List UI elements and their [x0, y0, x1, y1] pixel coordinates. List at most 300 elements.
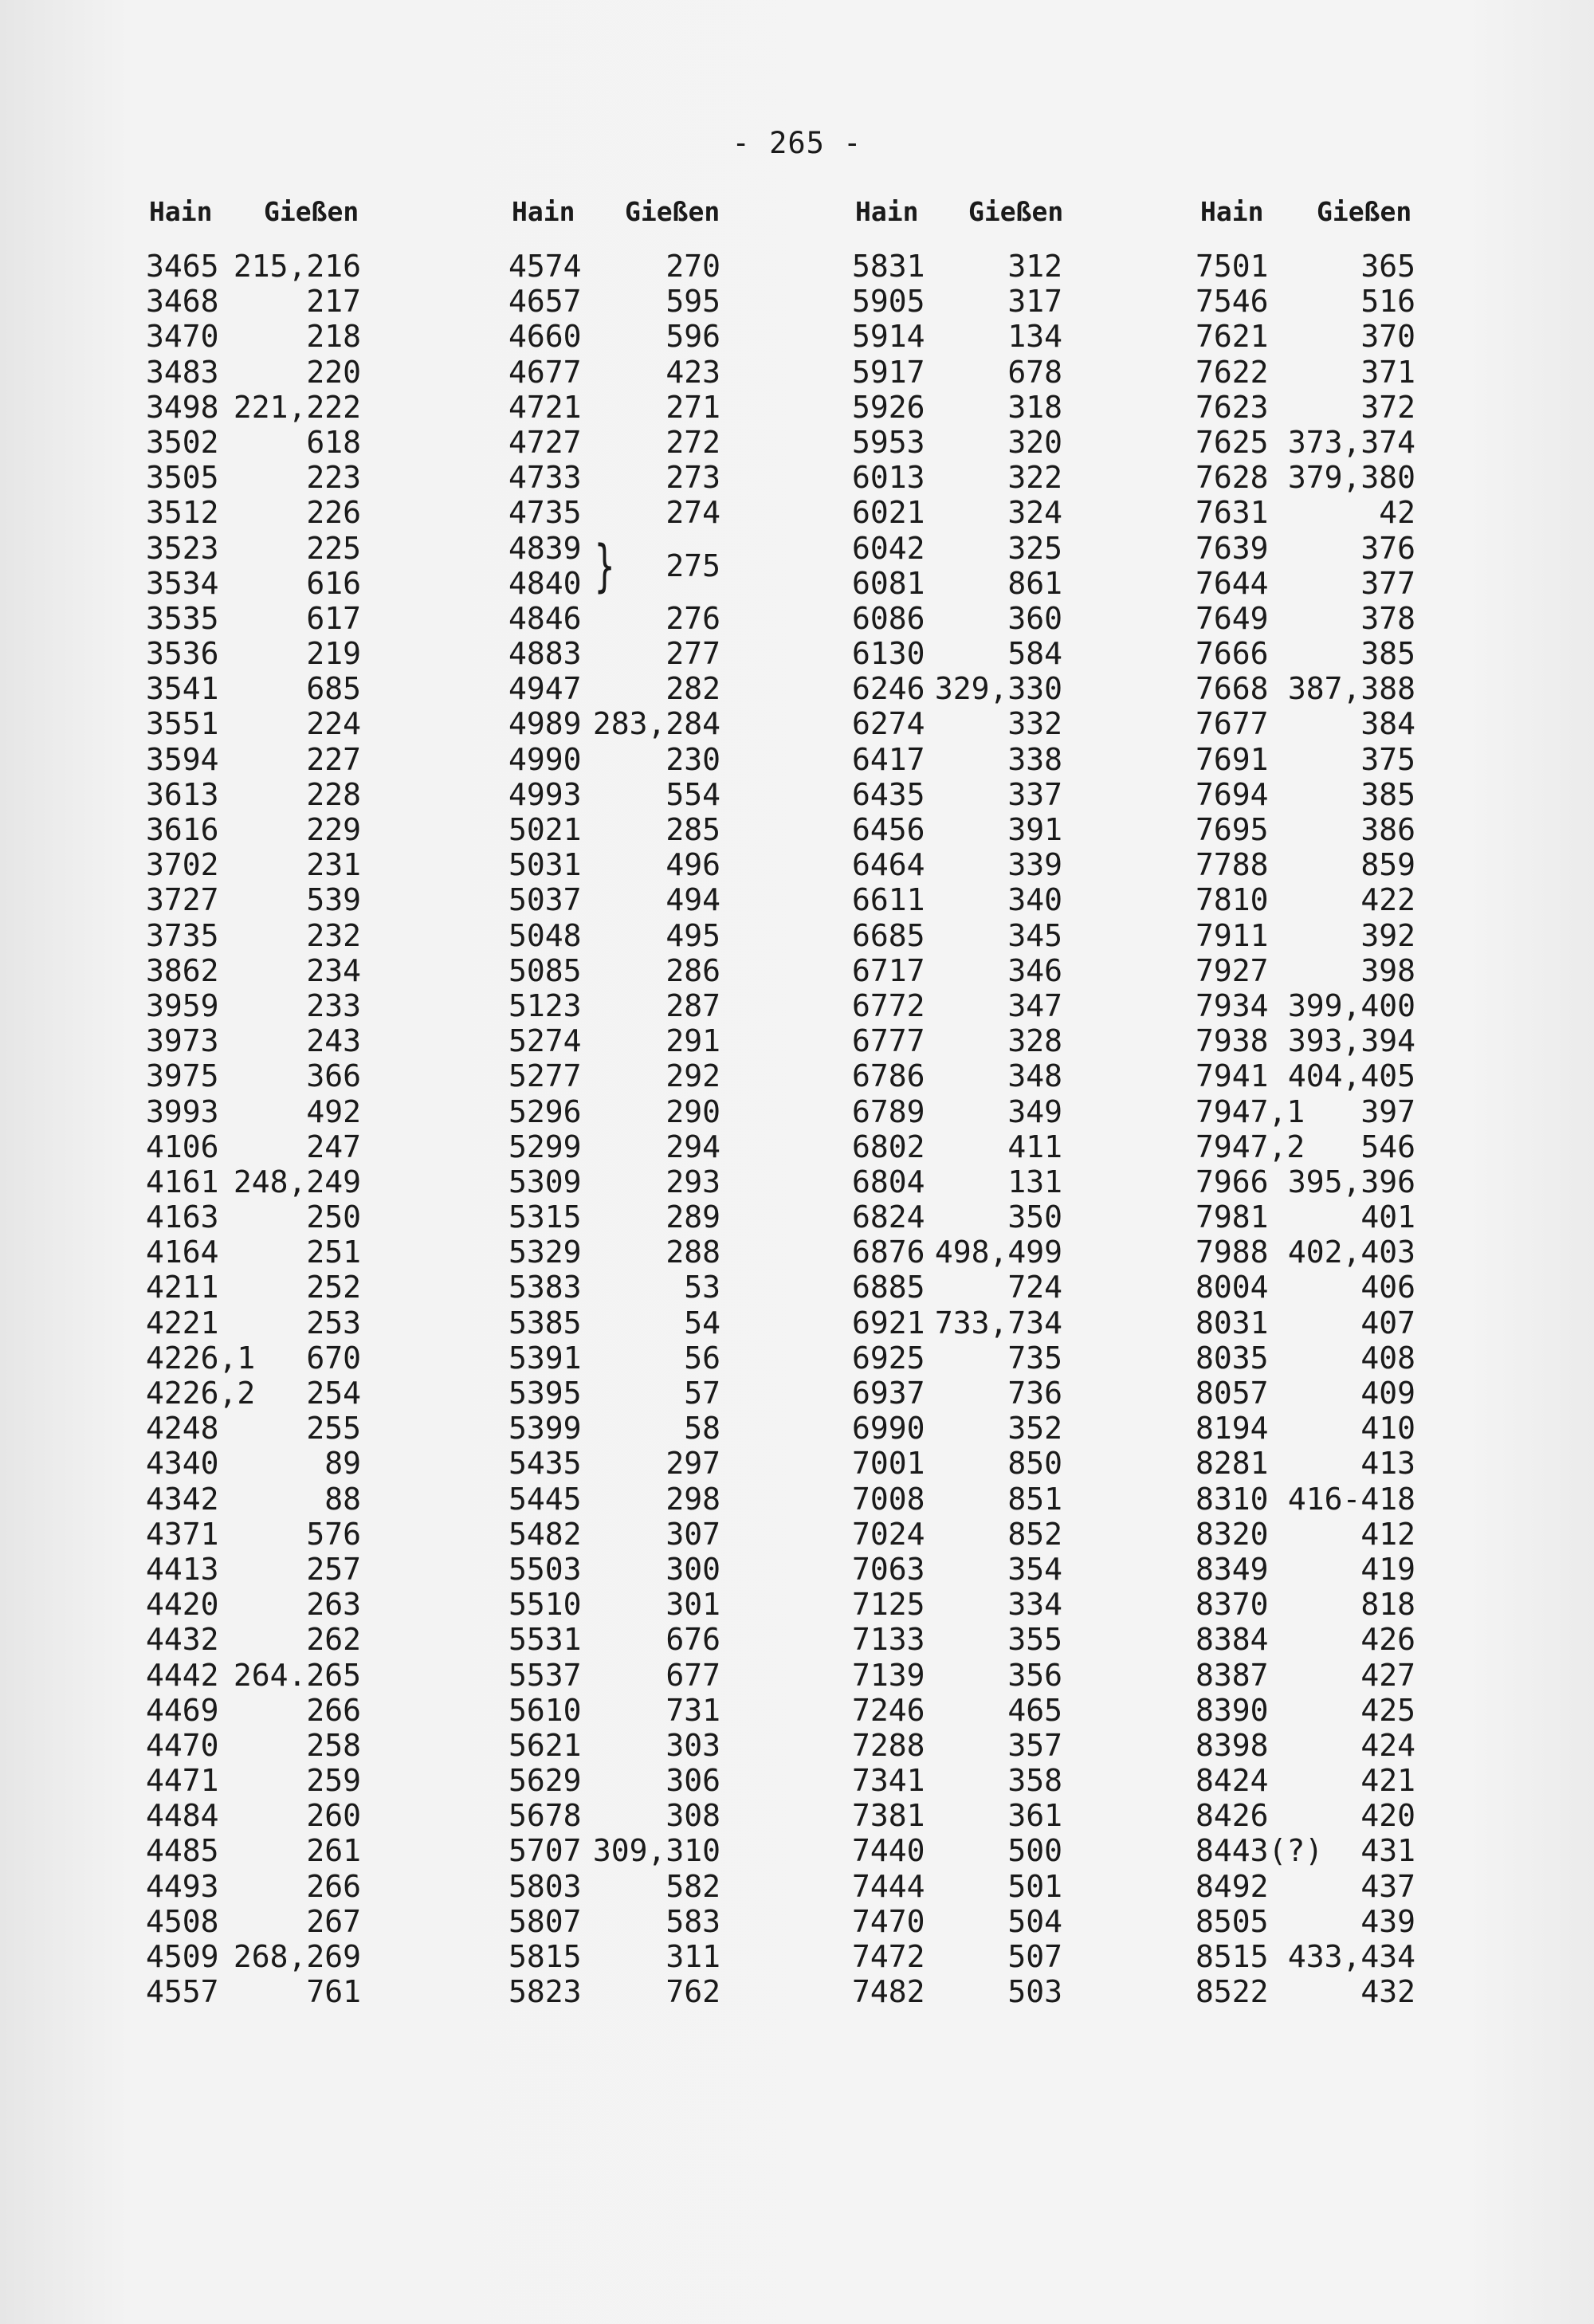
table-row	[508, 882, 720, 917]
giessen-number: 334	[1007, 1587, 1062, 1623]
hain-number: 6042	[852, 530, 925, 566]
table-row	[146, 1058, 361, 1093]
giessen-number: 366	[306, 1058, 361, 1094]
table-row	[146, 1622, 361, 1657]
table-row	[1196, 390, 1415, 425]
hain-number: 6786	[852, 1058, 925, 1094]
hain-number: 7063	[852, 1551, 925, 1587]
table-row	[508, 1199, 720, 1235]
table-row	[508, 706, 720, 741]
giessen-number: 412	[1360, 1516, 1415, 1552]
hain-number: 5807	[508, 1903, 582, 1939]
giessen-number: 259	[306, 1763, 361, 1799]
giessen-number: 422	[1360, 882, 1415, 918]
giessen-number: 298	[665, 1481, 720, 1517]
table-row	[508, 1094, 720, 1129]
page-number: - 265 -	[732, 126, 862, 160]
hain-number: 6802	[852, 1129, 925, 1164]
hain-number: 7008	[852, 1481, 925, 1517]
table-row	[852, 460, 1062, 495]
table-row	[852, 1517, 1062, 1552]
hain-number: 3498	[146, 389, 219, 425]
giessen-number: 219	[306, 636, 361, 672]
giessen-number: 225	[306, 530, 361, 566]
hain-number: 7649	[1196, 600, 1269, 636]
giessen-number: 285	[665, 812, 720, 847]
hain-number: 5021	[508, 812, 582, 847]
table-row	[852, 1622, 1062, 1657]
hain-number: 5274	[508, 1023, 582, 1059]
table-row	[1196, 1763, 1415, 1798]
giessen-number: 266	[306, 1692, 361, 1728]
table-row	[146, 390, 361, 425]
hain-number: 7927	[1196, 952, 1269, 988]
giessen-number: 347	[1007, 987, 1062, 1023]
table-row	[852, 1482, 1062, 1517]
table-row	[508, 1305, 720, 1341]
table-row	[508, 284, 720, 319]
table-row	[508, 319, 720, 354]
table-row	[852, 390, 1062, 425]
hain-number: 8004	[1196, 1270, 1269, 1305]
table-row	[146, 1446, 361, 1481]
giessen-number: 433,434	[1287, 1939, 1415, 1974]
table-row	[1196, 953, 1415, 988]
giessen-number: 325	[1007, 530, 1062, 566]
hain-number: 6464	[852, 847, 925, 883]
table-row	[1196, 671, 1415, 706]
giessen-number: 289	[665, 1199, 720, 1235]
giessen-number: 735	[1007, 1340, 1062, 1376]
header-giessen: Gießen	[264, 196, 359, 227]
hain-number: 3534	[146, 565, 219, 601]
table-row	[508, 1904, 720, 1939]
giessen-number: 358	[1007, 1763, 1062, 1799]
table-row	[1196, 531, 1415, 566]
table-row	[508, 425, 720, 460]
hain-number: 4508	[146, 1903, 219, 1939]
hain-number: 6772	[852, 987, 925, 1023]
table-row	[1196, 882, 1415, 917]
table-row	[146, 601, 361, 636]
hain-number: 4733	[508, 460, 582, 496]
giessen-number: 322	[1007, 460, 1062, 496]
table-row	[852, 1587, 1062, 1622]
hain-number: 5085	[508, 952, 582, 988]
table-row	[508, 249, 720, 284]
giessen-number: 253	[306, 1305, 361, 1341]
header-giessen: Gießen	[1317, 196, 1412, 227]
giessen-number: 329,330	[934, 671, 1062, 707]
column-header	[1196, 196, 1415, 241]
table-row	[1196, 566, 1415, 601]
column-header	[146, 196, 361, 241]
table-row	[508, 953, 720, 988]
giessen-number: 251	[306, 1235, 361, 1270]
hain-number: 7788	[1196, 847, 1269, 883]
table-row	[508, 601, 720, 636]
hain-number: 3613	[146, 776, 219, 812]
giessen-number: 250	[306, 1199, 361, 1235]
giessen-number: 229	[306, 812, 361, 847]
hain-number: 8370	[1196, 1587, 1269, 1623]
hain-number: 7666	[1196, 636, 1269, 672]
hain-number: 7966	[1196, 1164, 1269, 1199]
hain-number: 5621	[508, 1727, 582, 1763]
giessen-number: 267	[306, 1903, 361, 1939]
giessen-number: 546	[1360, 1129, 1415, 1164]
hain-number: 4557	[146, 1974, 219, 2010]
table-row	[508, 1482, 720, 1517]
hain-number: 5435	[508, 1446, 582, 1482]
hain-number: 4493	[146, 1868, 219, 1904]
hain-number: 4413	[146, 1551, 219, 1587]
hain-number: 6777	[852, 1023, 925, 1059]
giessen-number: 494	[665, 882, 720, 918]
giessen-number: 503	[1007, 1974, 1062, 2010]
hain-number: 3973	[146, 1023, 219, 1059]
table-row	[1196, 355, 1415, 390]
table-row	[146, 1270, 361, 1305]
table-row	[1196, 1376, 1415, 1411]
table-row	[508, 390, 720, 425]
giessen-number: 516	[1360, 284, 1415, 320]
table-row	[852, 918, 1062, 953]
giessen-number: 317	[1007, 284, 1062, 320]
giessen-number: 554	[665, 776, 720, 812]
giessen-number: 762	[665, 1974, 720, 2010]
hain-number: 4471	[146, 1763, 219, 1799]
giessen-number: 465	[1007, 1692, 1062, 1728]
giessen-number: 357	[1007, 1727, 1062, 1763]
giessen-number: 731	[665, 1692, 720, 1728]
table-row	[1196, 1552, 1415, 1587]
hain-number: 4470	[146, 1727, 219, 1763]
table-row	[1196, 1305, 1415, 1341]
giessen-number: 410	[1360, 1411, 1415, 1447]
giessen-number: 439	[1360, 1903, 1415, 1939]
table-row	[1196, 1833, 1415, 1868]
giessen-number: 234	[306, 952, 361, 988]
hain-number: 4442	[146, 1657, 219, 1693]
hain-number: 3727	[146, 882, 219, 918]
table-row	[1196, 1411, 1415, 1446]
hain-number: 3468	[146, 284, 219, 320]
hain-number: 5953	[852, 424, 925, 460]
giessen-number: 307	[665, 1516, 720, 1552]
hain-number: 4164	[146, 1235, 219, 1270]
hain-number: 5309	[508, 1164, 582, 1199]
hain-number: 6086	[852, 600, 925, 636]
giessen-number: 350	[1007, 1199, 1062, 1235]
hain-number: 5917	[852, 354, 925, 390]
giessen-number: 248,249	[233, 1164, 361, 1199]
table-row	[852, 1763, 1062, 1798]
giessen-number: 859	[1360, 847, 1415, 883]
table-row	[852, 812, 1062, 847]
hain-number: 8349	[1196, 1551, 1269, 1587]
hain-number: 4989	[508, 706, 582, 742]
giessen-number: 221,222	[233, 389, 361, 425]
hain-number: 7024	[852, 1516, 925, 1552]
hain-number: 5123	[508, 987, 582, 1023]
giessen-number: 271	[665, 389, 720, 425]
hain-number: 7911	[1196, 917, 1269, 953]
table-row	[1196, 1517, 1415, 1552]
table-row	[852, 1693, 1062, 1728]
hain-number: 3470	[146, 319, 219, 355]
table-row	[146, 1305, 361, 1341]
hain-number: 7125	[852, 1587, 925, 1623]
hain-number: 4993	[508, 776, 582, 812]
hain-number: 4883	[508, 636, 582, 672]
giessen-number: 254	[306, 1376, 361, 1411]
giessen-number: 134	[1007, 319, 1062, 355]
giessen-number: 384	[1360, 706, 1415, 742]
giessen-number: 500	[1007, 1833, 1062, 1869]
giessen-number: 332	[1007, 706, 1062, 742]
table-row	[146, 1517, 361, 1552]
giessen-number: 423	[665, 354, 720, 390]
table-row	[508, 812, 720, 847]
giessen-number: 270	[665, 249, 720, 284]
giessen-number: 408	[1360, 1340, 1415, 1376]
hain-number: 8426	[1196, 1798, 1269, 1834]
hain-number: 7694	[1196, 776, 1269, 812]
table-row	[146, 1833, 361, 1868]
hain-number: 7470	[852, 1903, 925, 1939]
giessen-number: 88	[324, 1481, 361, 1517]
giessen-number: 306	[665, 1763, 720, 1799]
hain-number: 3541	[146, 671, 219, 707]
hain-number: 6013	[852, 460, 925, 496]
header-hain: Hain	[149, 196, 213, 227]
hain-number: 6435	[852, 776, 925, 812]
giessen-number: 355	[1007, 1622, 1062, 1658]
table-row	[1196, 1658, 1415, 1693]
giessen-number: 339	[1007, 847, 1062, 883]
giessen-number: 282	[665, 671, 720, 707]
hain-number: 7810	[1196, 882, 1269, 918]
giessen-number: 272	[665, 424, 720, 460]
header-hain: Hain	[1200, 196, 1264, 227]
giessen-number: 420	[1360, 1798, 1415, 1834]
hain-number: 7622	[1196, 354, 1269, 390]
header-hain: Hain	[855, 196, 919, 227]
table-row	[1196, 1164, 1415, 1199]
hain-number: 7639	[1196, 530, 1269, 566]
hain-number: 6246	[852, 671, 925, 707]
hain-number: 4211	[146, 1270, 219, 1305]
table-row	[146, 1939, 361, 1974]
table-row	[852, 671, 1062, 706]
table-row	[146, 1798, 361, 1833]
table-row	[852, 1728, 1062, 1763]
giessen-number: 360	[1007, 600, 1062, 636]
giessen-number: 328	[1007, 1023, 1062, 1059]
table-row	[146, 284, 361, 319]
table-row	[146, 953, 361, 988]
table-row	[508, 1235, 720, 1270]
table-row	[508, 1763, 720, 1798]
brace-icon: }	[595, 532, 615, 599]
hain-number: 8443(?)	[1196, 1833, 1324, 1869]
table-row	[146, 1693, 361, 1728]
giessen-number: 504	[1007, 1903, 1062, 1939]
table-row	[1196, 1446, 1415, 1481]
giessen-number: 685	[306, 671, 361, 707]
hain-number: 8424	[1196, 1763, 1269, 1799]
giessen-number: 293	[665, 1164, 720, 1199]
giessen-number: 861	[1007, 565, 1062, 601]
giessen-number: 595	[665, 284, 720, 320]
table-row	[1196, 1622, 1415, 1657]
hain-number: 4469	[146, 1692, 219, 1728]
giessen-number: 437	[1360, 1868, 1415, 1904]
hain-number: 8505	[1196, 1903, 1269, 1939]
table-row	[508, 1728, 720, 1763]
hain-number: 3483	[146, 354, 219, 390]
table-row	[508, 1058, 720, 1093]
header-hain: Hain	[512, 196, 575, 227]
giessen-number: 407	[1360, 1305, 1415, 1341]
giessen-number: 576	[306, 1516, 361, 1552]
hain-number: 6925	[852, 1340, 925, 1376]
table-row	[146, 1552, 361, 1587]
giessen-number: 370	[1360, 319, 1415, 355]
hain-number: 7472	[852, 1939, 925, 1974]
giessen-number: 348	[1007, 1058, 1062, 1094]
giessen-number: 228	[306, 776, 361, 812]
hain-number: 7621	[1196, 319, 1269, 355]
giessen-number: 320	[1007, 424, 1062, 460]
giessen-number: 312	[1007, 249, 1062, 284]
hain-number: 3523	[146, 530, 219, 566]
giessen-number: 217	[306, 284, 361, 320]
giessen-number: 309,310	[592, 1833, 720, 1869]
table-row	[1196, 1129, 1415, 1164]
table-row	[852, 1904, 1062, 1939]
column-header	[852, 196, 1062, 241]
hain-number: 8031	[1196, 1305, 1269, 1341]
hain-number: 5299	[508, 1129, 582, 1164]
giessen-number: 308	[665, 1798, 720, 1834]
table-row	[852, 601, 1062, 636]
table-row	[146, 249, 361, 284]
column-rows	[146, 249, 361, 2009]
giessen-number: 851	[1007, 1481, 1062, 1517]
table-row	[852, 636, 1062, 671]
hain-number: 4990	[508, 741, 582, 777]
hain-number: 7546	[1196, 284, 1269, 320]
giessen-number: 584	[1007, 636, 1062, 672]
hain-number: 4574	[508, 249, 582, 284]
column-rows	[1196, 249, 1415, 2009]
giessen-number: 386	[1360, 812, 1415, 847]
table-row	[1196, 1693, 1415, 1728]
hain-number: 8057	[1196, 1376, 1269, 1411]
table-row	[508, 847, 720, 882]
giessen-number: 354	[1007, 1551, 1062, 1587]
hain-number: 7947,1	[1196, 1093, 1305, 1129]
giessen-number: 395,396	[1287, 1164, 1415, 1199]
table-row	[508, 1869, 720, 1904]
giessen-number: 54	[684, 1305, 720, 1341]
hain-number: 6937	[852, 1376, 925, 1411]
table-row	[508, 1974, 720, 2009]
table-row	[852, 531, 1062, 566]
hain-number: 8390	[1196, 1692, 1269, 1728]
giessen-number: 387,388	[1287, 671, 1415, 707]
table-row	[508, 495, 720, 530]
table-row	[1196, 1094, 1415, 1129]
hain-number: 7628	[1196, 460, 1269, 496]
table-row	[508, 671, 720, 706]
hain-number: 5531	[508, 1622, 582, 1658]
table-row	[146, 1341, 361, 1376]
table-row	[852, 1869, 1062, 1904]
giessen-number: 255	[306, 1411, 361, 1447]
table-row	[508, 1376, 720, 1411]
hain-number: 5296	[508, 1093, 582, 1129]
giessen-number: 58	[684, 1411, 720, 1447]
giessen-number: 406	[1360, 1270, 1415, 1305]
hain-number: 4735	[508, 495, 582, 531]
table-row	[1196, 495, 1415, 530]
giessen-number: 393,394	[1287, 1023, 1415, 1059]
hain-number: 8387	[1196, 1657, 1269, 1693]
table-row	[146, 777, 361, 812]
table-row	[508, 988, 720, 1023]
giessen-number: 215,216	[233, 249, 361, 284]
table-row	[146, 742, 361, 777]
table-row	[508, 1023, 720, 1058]
table-row	[1196, 601, 1415, 636]
giessen-number: 274	[665, 495, 720, 531]
giessen-number: 233	[306, 987, 361, 1023]
hain-number: 6717	[852, 952, 925, 988]
table-row	[852, 355, 1062, 390]
hain-number: 7001	[852, 1446, 925, 1482]
table-row	[852, 742, 1062, 777]
column-header	[508, 196, 720, 241]
hain-number: 3702	[146, 847, 219, 883]
giessen-number-merged: 275	[665, 548, 720, 583]
table-row	[852, 988, 1062, 1023]
table-column-4	[1196, 196, 1415, 2009]
table-row	[146, 847, 361, 882]
giessen-number: 340	[1007, 882, 1062, 918]
table-row	[146, 1974, 361, 2009]
table-row	[1196, 847, 1415, 882]
giessen-number: 324	[1007, 495, 1062, 531]
giessen-number: 583	[665, 1903, 720, 1939]
hain-number: 3505	[146, 460, 219, 496]
giessen-number: 431	[1360, 1833, 1415, 1869]
table-row	[1196, 777, 1415, 812]
column-rows	[508, 249, 720, 2009]
giessen-number: 292	[665, 1058, 720, 1094]
giessen-number: 345	[1007, 917, 1062, 953]
table-row	[1196, 988, 1415, 1023]
table-row	[508, 1798, 720, 1833]
column-rows	[852, 249, 1062, 2009]
table-row	[852, 1341, 1062, 1376]
giessen-number: 501	[1007, 1868, 1062, 1904]
table-row	[1196, 636, 1415, 671]
giessen-number: 89	[324, 1446, 361, 1482]
hain-number: 8515	[1196, 1939, 1269, 1974]
